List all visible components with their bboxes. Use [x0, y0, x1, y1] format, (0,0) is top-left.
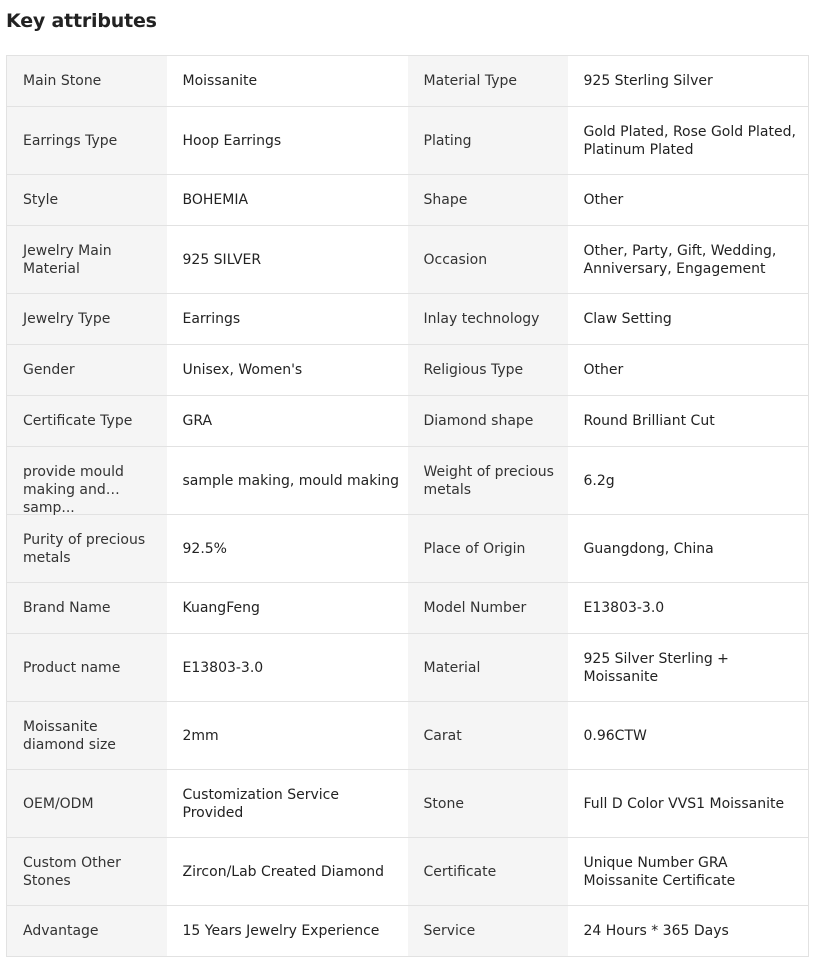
attribute-label: [7, 447, 167, 515]
attribute-label: Occasion: [408, 226, 568, 294]
attribute-label: Material Type: [408, 56, 568, 107]
attribute-value: 15 Years Jewelry Experience: [167, 906, 408, 957]
table-row: [7, 56, 809, 107]
attribute-label: Inlay technology: [408, 294, 568, 345]
attribute-label: Gender: [7, 345, 167, 396]
attribute-label-text: provide mould making and samp...: [23, 463, 124, 516]
attributes-table: [6, 55, 809, 957]
attribute-label: Model Number: [408, 583, 568, 634]
attribute-label: OEM/ODM: [7, 770, 167, 838]
table-row: [7, 770, 809, 838]
attribute-value: 0.96CTW: [568, 702, 809, 770]
table-row: [7, 906, 809, 957]
attribute-value: Guangdong, China: [568, 515, 809, 583]
attribute-label: Stone: [408, 770, 568, 838]
attribute-value: sample making, mould making: [167, 447, 408, 515]
attribute-label: Earrings Type: [7, 107, 167, 175]
table-row: [7, 634, 809, 702]
attribute-label: Purity of precious metals: [7, 515, 167, 583]
attribute-label: Main Stone: [7, 56, 167, 107]
attribute-label: Plating: [408, 107, 568, 175]
attribute-value: 925 Sterling Silver: [568, 56, 809, 107]
attribute-value: Round Brilliant Cut: [568, 396, 809, 447]
attribute-label: Place of Origin: [408, 515, 568, 583]
attribute-value: GRA: [167, 396, 408, 447]
attribute-label: Style: [7, 175, 167, 226]
attribute-label: Product name: [7, 634, 167, 702]
attribute-value: Customization Service Provided: [167, 770, 408, 838]
attribute-label: Weight of precious metals: [408, 447, 568, 515]
attribute-value: Claw Setting: [568, 294, 809, 345]
attribute-label: Material: [408, 634, 568, 702]
attribute-label: Advantage: [7, 906, 167, 957]
attribute-value: Moissanite: [167, 56, 408, 107]
table-row: [7, 515, 809, 583]
attribute-label: Jewelry Main Material: [7, 226, 167, 294]
table-row: [7, 447, 809, 515]
table-row: [7, 583, 809, 634]
attribute-value: Other: [568, 345, 809, 396]
table-row: [7, 345, 809, 396]
attribute-value: BOHEMIA: [167, 175, 408, 226]
attribute-value: Unisex, Women's: [167, 345, 408, 396]
attribute-value: 925 SILVER: [167, 226, 408, 294]
attribute-value: 925 Silver Sterling + Moissanite: [568, 634, 809, 702]
table-row: [7, 396, 809, 447]
attribute-label: Certificate: [408, 838, 568, 906]
attribute-value: 92.5%: [167, 515, 408, 583]
attribute-value: Earrings: [167, 294, 408, 345]
attribute-label: Service: [408, 906, 568, 957]
attribute-value: Other, Party, Gift, Wedding, Anniversary, Engagement: [568, 226, 809, 294]
table-row: [7, 294, 809, 345]
table-row: [7, 226, 809, 294]
section-title: Key attributes: [6, 10, 157, 32]
attribute-label: Certificate Type: [7, 396, 167, 447]
table-row: [7, 702, 809, 770]
table-row: [7, 175, 809, 226]
attribute-label: Custom Other Stones: [7, 838, 167, 906]
attribute-label: Brand Name: [7, 583, 167, 634]
attribute-value: 24 Hours * 365 Days: [568, 906, 809, 957]
attribute-value: E13803-3.0: [568, 583, 809, 634]
attribute-value: Hoop Earrings: [167, 107, 408, 175]
attribute-value: KuangFeng: [167, 583, 408, 634]
attribute-value: Full D Color VVS1 Moissanite: [568, 770, 809, 838]
attribute-value: 6.2g: [568, 447, 809, 515]
attribute-value: Other: [568, 175, 809, 226]
table-row: [7, 107, 809, 175]
attribute-value: Zircon/Lab Created Diamond: [167, 838, 408, 906]
attribute-label: Shape: [408, 175, 568, 226]
attribute-value: Unique Number GRA Moissanite Certificate: [568, 838, 809, 906]
attribute-value: 2mm: [167, 702, 408, 770]
table-row: [7, 838, 809, 906]
attribute-label: Carat: [408, 702, 568, 770]
attribute-label: Diamond shape: [408, 396, 568, 447]
attribute-label: Moissanite diamond size: [7, 702, 167, 770]
attribute-label: Jewelry Type: [7, 294, 167, 345]
attribute-value: Gold Plated, Rose Gold Plated, Platinum Plated: [568, 107, 809, 175]
attribute-value: E13803-3.0: [167, 634, 408, 702]
attribute-label: Religious Type: [408, 345, 568, 396]
